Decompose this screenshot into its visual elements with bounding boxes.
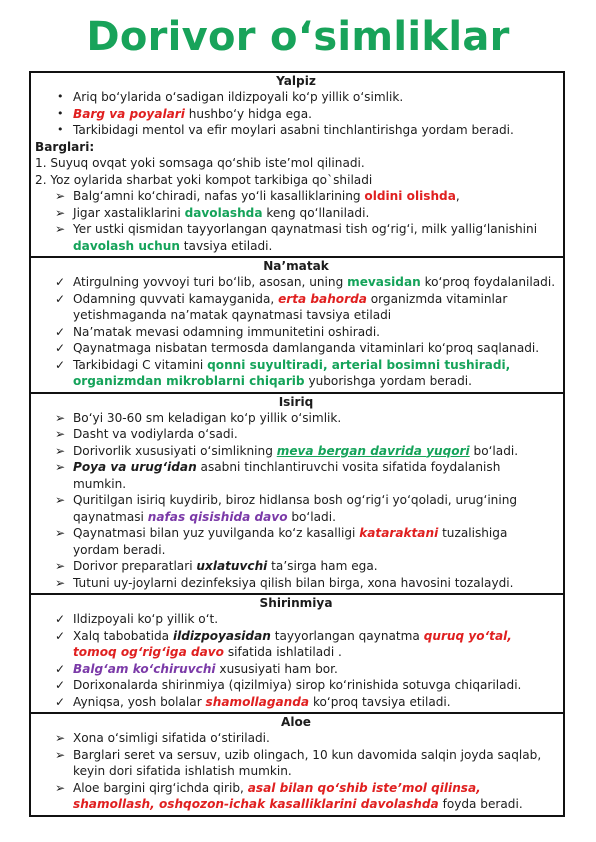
check-icon: ✓	[55, 357, 66, 372]
check-icon: ✓	[55, 678, 66, 692]
check-icon: ✓	[55, 324, 66, 339]
arrow-bullet-icon: ➢	[55, 460, 66, 474]
check-icon: ✓	[55, 661, 66, 676]
numbered-item: 2. Yoz oylarida sharbat yoki kompot tarkibiga qo`shiladi	[35, 172, 373, 187]
list-item: ➢ Aloe bargini qirg‘ichda qirib, asal bilan qo‘shib iste’mol qilinsa, shamollash, oshqozon-ichak kasalliklarini davolashda foyda beradi.	[55, 780, 523, 811]
section-title: Aloe	[280, 715, 312, 729]
arrow-bullet-icon: ➢	[55, 493, 66, 507]
subheading: Barglari:	[35, 139, 95, 154]
content-box	[29, 71, 565, 817]
arrow-bullet-icon: ➢	[55, 410, 66, 425]
list-item: ✓ Xalq tabobatida ildizpoyasidan tayyorlangan qaynatma quruq yo‘tal, tomoq og‘rig‘iga davo sifatida ishlatiladi .	[55, 628, 512, 659]
check-icon: ✓	[55, 628, 66, 643]
page-title: Dorivor o‘simliklar	[86, 14, 510, 60]
list-item: ➢ Xona o‘simligi sifatida o‘stiriladi.	[55, 731, 270, 745]
list-item: ➢ Poya va urug‘idan asabni tinchlantiruvchi vosita sifatida foydalanish mumkin.	[55, 460, 501, 491]
list-item: ➢ Dorivorlik xususiyati o‘simlikning meva bergan davrida yuqori bo‘ladi.	[55, 443, 519, 458]
section-aloe	[31, 712, 563, 815]
arrow-bullet-icon: ➢	[55, 575, 66, 590]
list-item: ✓ Ildizpoyali ko‘p yillik o‘t.	[55, 612, 219, 626]
section-isiriq	[31, 392, 563, 594]
arrow-bullet-icon: ➢	[55, 526, 66, 540]
list-item: ➢ Balg‘amni ko‘chiradi, nafas yo‘li kasalliklarining oldini olishda,	[55, 189, 460, 203]
check-icon: ✓	[55, 694, 66, 709]
list-item: ✓ Dorixonalarda shirinmiya (qizilmiya) sirop ko‘rinishida sotuvga chiqariladi.	[55, 678, 522, 692]
bullet-icon: •	[57, 90, 64, 103]
arrow-bullet-icon: ➢	[55, 780, 66, 795]
arrow-bullet-icon: ➢	[55, 205, 66, 220]
arrow-bullet-icon: ➢	[55, 559, 66, 573]
list-item: ➢ Dasht va vodiylarda o‘sadi.	[55, 427, 238, 441]
check-icon: ✓	[55, 341, 66, 355]
bullet-icon: •	[57, 106, 64, 120]
list-item: ✓ Odamning quvvati kamayganida, erta bahorda organizmda vitaminlar yetishmaganda na’matak qaynatmasi tavsiya etiladi	[55, 291, 508, 322]
list-item: ➢ Qaynatmasi bilan yuz yuvilganda ko‘z kasalligi kataraktani tuzalishiga yordam beradi.	[55, 526, 508, 557]
list-item: • Ariq bo‘ylarida o‘sadigan ildizpoyali ko‘p yillik o‘simlik.	[57, 90, 404, 104]
list-item: ➢ Yer ustki qismidan tayyorlangan qaynatmasi tish og‘rig‘i, milk yallig‘lanishini davolash uchun tavsiya etiladi.	[55, 222, 538, 253]
section-namatak	[31, 256, 563, 392]
arrow-bullet-icon: ➢	[55, 443, 66, 458]
list-item: ➢ Barglari seret va sersuv, uzib olingach, 10 kun davomida salqin joyda saqlab, keyin dori sifatida ishlatish mumkin.	[55, 747, 542, 778]
section-title: Yalpiz	[276, 74, 316, 88]
arrow-bullet-icon: ➢	[55, 222, 66, 236]
list-item: ✓ Qaynatmaga nisbatan termosda damlanganda vitaminlari ko‘proq saqlanadi.	[55, 341, 540, 355]
bullet-icon: •	[57, 123, 64, 136]
list-item: ➢ Jigar xastaliklarini davolashda keng qo‘llaniladi.	[55, 205, 370, 220]
arrow-bullet-icon: ➢	[55, 747, 66, 762]
list-item: ✓ Atirgulning yovvoyi turi bo‘lib, asosan, uning mevasidan ko‘proq foydalaniladi.	[55, 275, 556, 289]
section-yalpiz	[31, 73, 563, 256]
list-item: ➢ Bo‘yi 30-60 sm keladigan ko‘p yillik o‘simlik.	[55, 410, 342, 425]
list-item: ✓ Ayniqsa, yosh bolalar shamollaganda ko‘proq tavsiya etiladi.	[55, 694, 451, 709]
section-title: Na’matak	[263, 259, 329, 273]
check-icon: ✓	[55, 612, 66, 626]
numbered-item: 1. Suyuq ovqat yoki somsaga qo‘shib iste’mol qilinadi.	[35, 156, 365, 170]
list-item: ➢ Quritilgan isiriq kuydirib, biroz hidlansa bosh og‘rig‘i yo‘qoladi, urug‘ining qaynatmasi nafas qisishida davo bo‘ladi.	[55, 493, 518, 524]
arrow-bullet-icon: ➢	[55, 189, 66, 203]
section-title: Shirinmiya	[259, 596, 333, 610]
check-icon: ✓	[55, 291, 66, 306]
arrow-bullet-icon: ➢	[55, 427, 66, 441]
section-title: Isiriq	[278, 394, 314, 409]
arrow-bullet-icon: ➢	[55, 731, 66, 745]
list-item: ✓ Tarkibidagi C vitamini qonni suyultiradi, arterial bosimni tushiradi, organizmdan mikroblarni chiqarib yuborishga yordam beradi.	[55, 357, 511, 388]
list-item: • Barg va poyalari hushbo‘y hidga ega.	[57, 106, 312, 121]
section-shirinmiya	[31, 593, 563, 712]
list-item: • Tarkibidagi mentol va efir moylari asabni tinchlantirishga yordam beradi.	[57, 123, 514, 137]
list-item: ➢ Tutuni uy-joylarni dezinfeksiya qilish bilan birga, xona havosini tozalaydi.	[55, 575, 514, 590]
list-item: ➢ Dorivor preparatlari uxlatuvchi ta’sirga ham ega.	[55, 559, 378, 573]
list-item: ✓ Balg‘am ko‘chiruvchi xususiyati ham bor.	[55, 661, 338, 676]
list-item: ✓ Na’matak mevasi odamning immunitetini oshiradi.	[55, 324, 381, 339]
check-icon: ✓	[55, 275, 66, 289]
